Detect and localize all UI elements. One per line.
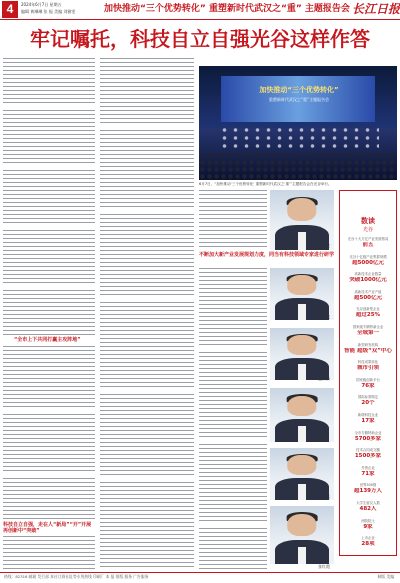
sidebar-stat-label: 国际标准制定 <box>357 395 379 400</box>
sidebar-stat-label: 光谷十亿级产业集群规模 <box>349 254 387 259</box>
sidebar-stat-value: 超139万人 <box>354 488 382 495</box>
sidebar-stat-value: 76家 <box>361 382 375 389</box>
portrait-name-1: 马明亮 <box>318 243 330 248</box>
top-rule <box>0 19 400 20</box>
sidebar-stat-value: 71家 <box>361 470 375 477</box>
sidebar-stat-label: 两院院士 <box>361 518 375 523</box>
sidebar-stat-label: 国家级专精特新企业 <box>352 325 384 329</box>
sidebar-stat-value: 城市引领 <box>356 365 379 372</box>
sidebar-stat-value: 9家 <box>363 523 373 530</box>
portrait-photo-3 <box>270 328 334 380</box>
data-sidebar <box>339 190 397 556</box>
sidebar-stat-value: 482人 <box>359 506 377 512</box>
portrait-photo-5 <box>270 448 334 500</box>
portrait-name-2: 刘显飞 <box>318 314 330 319</box>
page-number: 4 <box>2 1 18 18</box>
sidebar-stat-value: 28项 <box>361 541 375 548</box>
article-column-3a <box>199 190 267 250</box>
headline: 牢记嘱托，科技自立自强光谷这样作答 <box>30 27 370 51</box>
sidebar-stat-label: 光谷十大万亿产业发展格局 <box>347 237 389 241</box>
sidebar-stat-label: 外资企业 <box>361 465 375 470</box>
portrait-photo-2 <box>270 268 334 320</box>
footer-rule <box>0 572 400 573</box>
sidebar-stat-label: 世界500强 <box>359 483 377 488</box>
sidebar-stat-label: 上市企业 <box>361 536 375 541</box>
portrait-name-4: 胡剑 <box>318 436 326 441</box>
photo-caption: 6月7日，“加快推动‘三个优势转化’ 重塑新时代武汉之‘重’”主题报告会在光谷举行。 <box>199 182 332 186</box>
sidebar-stat-label: 光谷创新型企业 <box>356 307 380 312</box>
article-column-3 <box>199 268 267 570</box>
sidebar-stat-value: 17家 <box>361 418 375 424</box>
subhead-1: “全市上下共同打赢主攻阵地” <box>14 337 81 343</box>
sidebar-stat-value: 5700多家 <box>354 435 382 442</box>
sidebar-stat-value: 智能 超级“双”中心 <box>344 347 392 354</box>
sidebar-subtitle: 光谷 <box>362 227 373 233</box>
stage-subtitle: 重塑新时代武汉之“重”主题报告会 <box>268 97 330 102</box>
sidebar-stat-label: 科技成果转化 <box>357 360 379 365</box>
sidebar-stat-value: 超500亿元 <box>354 294 382 301</box>
sidebar-stat-value: 全域第一 <box>356 330 379 336</box>
masthead <box>0 0 400 19</box>
sidebar-stat-value: 超5000亿元 <box>352 259 384 266</box>
sidebar-title: 数读 <box>361 217 375 225</box>
portrait-name-3: 赵伟新 <box>318 376 330 381</box>
portrait-photo-4 <box>270 388 334 442</box>
editor-line: 编辑 黄琳琳 张 振 美编 刘雅雯 <box>21 9 76 14</box>
date-line: 2024年6月7日 星期五 <box>21 2 62 7</box>
section-head: 加快推动“三个优势转化” 重塑新时代武汉之“重” 主题报告会 <box>104 4 350 14</box>
sidebar-stat-value: 突破1000亿元 <box>349 277 387 284</box>
subhead-3: 不断加大新产业发展规划力度，同当有科技领域专家进行研学 <box>199 252 335 258</box>
sidebar-stat-label: 技术合同成交额 <box>356 448 380 453</box>
portrait-photo-1 <box>270 190 334 250</box>
article-column-1b <box>3 346 95 520</box>
sidebar-stat-value: 1500多家 <box>354 453 382 460</box>
sidebar-stat-label: 新型研发机构 <box>357 342 379 347</box>
sidebar-stat-label: 高新技术产业产值 <box>354 289 382 294</box>
sidebar-stat-label: 新增科技企业 <box>357 413 379 417</box>
article-column-1 <box>3 58 95 336</box>
article-column-2 <box>100 58 194 570</box>
portrait-name-6: 张红霞 <box>318 564 330 569</box>
sidebar-stat-label: 大学生留汉人数 <box>356 501 380 505</box>
stage-title: 加快推动“三个优势转化” <box>259 86 339 94</box>
footer-right: 制版 美编 <box>377 574 394 579</box>
footer-info: 热线：82316 邮箱 发行部 本社订阅社址等专用热线 印刷厂 本 报 排版 服务 广告服务 <box>4 574 149 579</box>
article-column-1c <box>3 536 95 570</box>
newspaper-logo: 长江日报 <box>352 2 400 16</box>
sidebar-stat-label: 国家级创新平台 <box>356 377 380 382</box>
subhead-2: 科技自立自强，走在人“新局”“开”开展再创新中“突破” <box>3 522 92 534</box>
event-photo <box>199 66 397 180</box>
sidebar-stat-value: 前五 <box>362 242 374 248</box>
portrait-name-5: 王仁运 <box>318 494 330 499</box>
sidebar-stat-value: 超过25% <box>355 312 381 319</box>
sidebar-stat-label: 高新技术企业数量 <box>354 272 382 277</box>
sidebar-stat-label: 全市专精特新企业 <box>354 430 382 435</box>
portrait-photo-6 <box>270 506 334 564</box>
sidebar-stat-value: 20个 <box>361 400 375 407</box>
